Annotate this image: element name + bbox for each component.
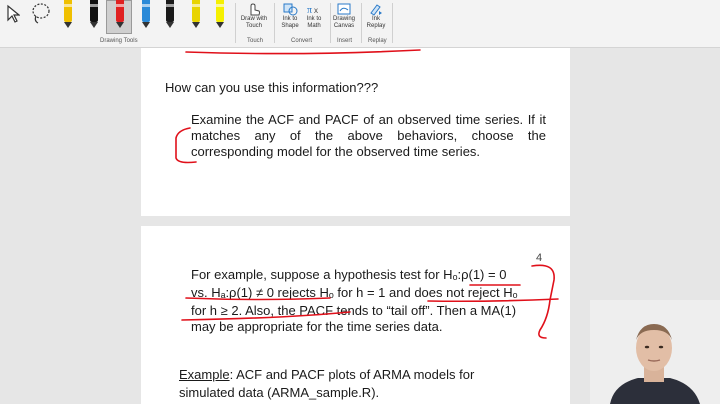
pen-tool-5[interactable] bbox=[160, 0, 180, 30]
pen-band bbox=[116, 4, 124, 7]
touch-group-label: Touch bbox=[247, 38, 264, 44]
ink-to-shape-button[interactable] bbox=[276, 2, 304, 36]
slide-page-1 bbox=[141, 48, 570, 216]
drawing-canvas-label: Drawing Canvas bbox=[332, 16, 355, 29]
answer-paragraph: Examine the ACF and PACF of an observed time series. If it matches any of the above behaviors, choose the corresponding model for the observed time series. bbox=[191, 112, 546, 159]
ink-to-shape-icon bbox=[282, 2, 298, 16]
example-line-1 bbox=[179, 367, 549, 383]
draw-with-touch-label: Draw with Touch bbox=[240, 16, 268, 29]
ink-to-math-label: Ink to Math bbox=[306, 16, 322, 29]
example-paragraph-line-4: may be appropriate for the time series data. bbox=[191, 319, 443, 334]
convert-group-label: Convert bbox=[291, 38, 313, 44]
draw-with-touch-button[interactable] bbox=[236, 2, 272, 36]
drawing-tools-label: Drawing Tools bbox=[100, 38, 138, 44]
lasso-select-icon[interactable] bbox=[30, 2, 52, 31]
insert-group-label: Insert bbox=[337, 38, 353, 44]
drawing-canvas-icon bbox=[336, 2, 352, 16]
pen-tip bbox=[90, 22, 98, 28]
question-text: How can you use this information??? bbox=[165, 80, 379, 95]
pen-tool-7[interactable] bbox=[210, 0, 230, 30]
slide-page-2 bbox=[141, 226, 570, 404]
example-text: : ACF and PACF plots of ARMA models for bbox=[229, 367, 475, 382]
example-paragraph-line-1: For example, suppose a hypothesis test for Hₒ:ρ(1) = 0 bbox=[191, 267, 507, 282]
pen-tool-1[interactable] bbox=[58, 0, 78, 30]
pen-tool-4[interactable] bbox=[136, 0, 156, 30]
pen-tool-2[interactable] bbox=[84, 0, 104, 30]
example-paragraph-line-2: vs. Hₐ:ρ(1) ≠ 0 rejects Hₒ for h = 1 and does not reject Hₒ bbox=[191, 285, 518, 300]
pen-band bbox=[166, 4, 174, 7]
pen-tip bbox=[142, 22, 150, 28]
pen-tip bbox=[192, 22, 200, 28]
ink-replay-button[interactable] bbox=[362, 2, 390, 36]
example-paragraph-line-3: for h ≥ 2. Also, the PACF tends to “tail off”. Then a MA(1) bbox=[191, 303, 517, 318]
example-line-2: simulated data (ARMA_sample.R). bbox=[179, 385, 380, 400]
presenter-image bbox=[590, 300, 720, 404]
example-label: Example bbox=[179, 367, 230, 382]
ink-to-shape-label: Ink to Shape bbox=[281, 16, 299, 29]
pen-band bbox=[64, 4, 72, 7]
pen-band bbox=[142, 4, 150, 7]
svg-text:π: π bbox=[307, 5, 313, 16]
pen-tip bbox=[166, 22, 174, 28]
presenter-webcam bbox=[590, 300, 720, 404]
separator bbox=[392, 3, 393, 43]
pen-tip bbox=[216, 22, 224, 28]
page-number: 4 bbox=[536, 252, 543, 264]
pen-band bbox=[192, 4, 200, 7]
pen-band bbox=[216, 4, 224, 7]
ink-replay-icon bbox=[368, 2, 384, 16]
ink-replay-label: Ink Replay bbox=[366, 16, 386, 29]
pen-tip bbox=[64, 22, 72, 28]
replay-group-label: Replay bbox=[368, 38, 387, 44]
svg-text:x: x bbox=[314, 6, 318, 15]
ribbon-toolbar bbox=[0, 0, 720, 48]
ink-to-math-icon bbox=[306, 2, 322, 16]
separator bbox=[274, 3, 275, 43]
pen-tool-6[interactable] bbox=[186, 0, 206, 30]
pen-tip bbox=[116, 22, 124, 28]
pen-tool-3[interactable] bbox=[110, 0, 130, 30]
drawing-canvas-button[interactable] bbox=[331, 2, 357, 36]
pen-band bbox=[90, 4, 98, 7]
ink-to-math-button[interactable] bbox=[302, 2, 326, 36]
touch-draw-icon bbox=[246, 2, 262, 16]
select-icon[interactable] bbox=[6, 4, 20, 29]
